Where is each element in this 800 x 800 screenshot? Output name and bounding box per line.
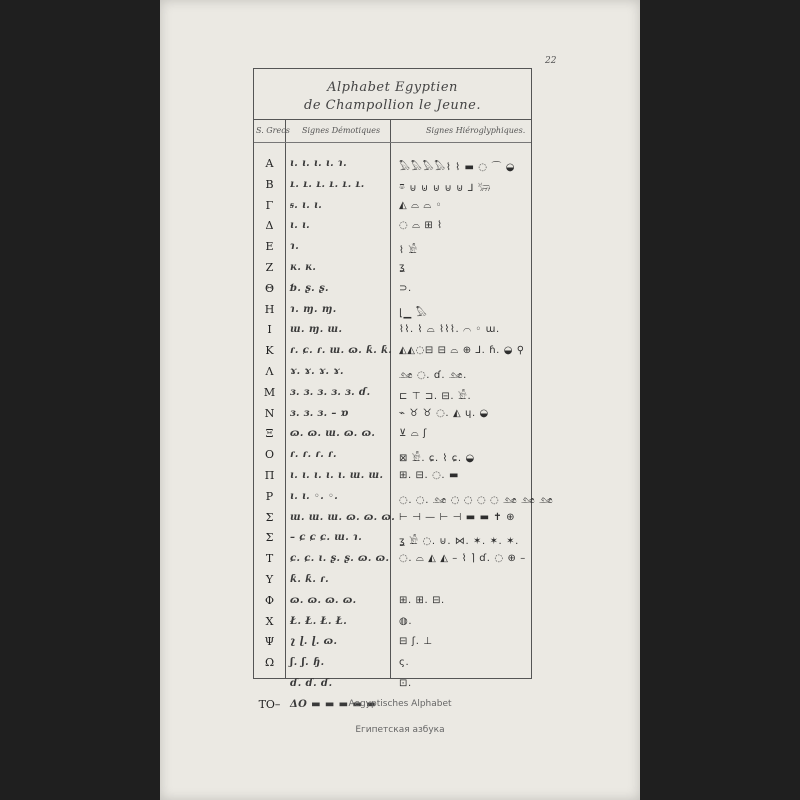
demotic-signs: ʃ. ʃ. ɧ. <box>290 657 325 669</box>
hieroglyphic-signs: ⌁ ♉ ♉ ◌. ◭ ɥ. ◒ <box>399 407 489 419</box>
hieroglyphic-signs: ⊞. ⊞. ⊟. <box>399 594 445 606</box>
greek-letter: Ν <box>264 406 275 420</box>
caption-german: Aegyptisches Alphabet <box>348 699 452 709</box>
header-demotic: Signes Démotiques <box>302 126 381 135</box>
table-title-box <box>254 69 531 120</box>
demotic-signs: ɾ. ɕ. ɾ. ɯ. ɷ. ƙ. ƙ. <box>290 345 393 357</box>
demotic-signs: ɜ. ɜ. ɜ. – ɒ <box>290 407 349 419</box>
greek-letter: Ε <box>265 240 274 254</box>
header-hieroglyphic: Signes Hiéroglyphiques. <box>426 126 526 135</box>
header-greek: S. Grecs <box>256 126 290 135</box>
demotic-signs: ɕ. ɕ. ɩ. ʂ. ʂ. ɷ. ɷ. <box>290 553 390 565</box>
hieroglyphic-signs: ◌. ◌. 𓃭 ◌ ◌ ◌ ◌ 𓃭 𓃭 𓃭 <box>399 494 554 506</box>
greek-letter: Χ <box>265 614 274 628</box>
greek-letter: Β <box>265 177 274 191</box>
page-number: 22 <box>545 56 557 66</box>
hieroglyphic-signs: ʓ 𓀀 ◌. ⊍. ⋈. ✶. ✶. ✶. <box>399 536 519 548</box>
demotic-signs: ɩ. ɩ. ◦. ◦. <box>290 490 339 502</box>
hieroglyphic-signs: ◍. <box>399 615 413 627</box>
greek-letter: Ζ <box>265 261 274 274</box>
greek-letter: Μ <box>263 385 276 399</box>
table-title-line-1: Alphabet Egyptien <box>327 80 458 95</box>
greek-letter: Ο <box>264 448 275 462</box>
hieroglyphic-signs: ⊏ ⊤ ⊐. ⊟. 𓀀. <box>399 390 472 402</box>
hieroglyphic-signs: ⊃. <box>399 282 412 294</box>
demotic-signs: ɗ. ɗ. ɗ. <box>290 678 333 689</box>
demotic-signs: ɷ. ɷ. ɷ. ɷ. <box>290 594 357 606</box>
greek-letter: Σ <box>265 510 274 524</box>
hieroglyphic-signs: 𓅃𓅃𓅃𓅃⌇ ⌇ ▬ ◌ ⌒ ◒ <box>399 162 516 173</box>
demotic-signs: ɩ. ɩ. ɩ. ɩ. ɿ. <box>290 158 347 169</box>
demotic-signs: ɿ. ɱ. ɱ. <box>290 303 337 315</box>
greek-letter: Δ <box>265 219 274 233</box>
greek-letter: Τ <box>265 552 274 566</box>
demotic-signs: ɩ. ɩ. ɩ. ɩ. ɩ. ɯ. ɯ. <box>290 470 384 481</box>
greek-letter: Λ <box>265 365 274 378</box>
greek-letter: ΤΟ– <box>258 697 281 711</box>
caption-russian: Египетская азбука <box>355 725 445 735</box>
demotic-signs: ɯ. ɱ. ɯ. <box>290 324 343 336</box>
greek-letter: Α <box>265 157 274 170</box>
demotic-signs: ւ. ւ. ւ. ւ. ւ. ւ. <box>290 178 365 190</box>
hieroglyphic-signs: ⌊▁ 𓅃 <box>399 307 428 319</box>
hieroglyphic-signs: ⊡. <box>399 678 412 689</box>
demotic-signs: ƙ. ƙ. ɾ. <box>290 574 329 585</box>
greek-letter: Ψ <box>264 635 275 649</box>
demotic-signs: ĸ. ĸ. <box>290 262 317 273</box>
greek-letter: Υ <box>265 573 274 586</box>
hieroglyphic-signs: ⊻ ⌓ ʃ <box>399 428 427 440</box>
greek-letter: Θ <box>264 281 275 295</box>
demotic-signs: ᵴ. ɩ. ɩ. <box>290 199 323 211</box>
hieroglyphic-signs: ⌇ 𓀀 <box>399 245 418 257</box>
hieroglyphic-signs: ʓ <box>399 262 406 273</box>
greek-letter: Η <box>264 302 275 316</box>
demotic-signs: ƅ. ʂ. ʂ. <box>290 282 329 294</box>
demotic-signs: ɾ. ɾ. ɾ. ɾ. <box>290 449 337 461</box>
greek-letter: Ι <box>267 323 272 337</box>
greek-letter: Σ <box>265 531 274 545</box>
hieroglyphic-signs: ◌ ⌓ ⊞ ⌇ <box>399 220 443 232</box>
hieroglyphic-signs: ◭ ⌓ ⌓ ◦ <box>399 199 443 211</box>
column-divider-2 <box>390 119 391 678</box>
hieroglyphic-signs: ⌇⌇. ⌇ ⌓ ⌇⌇⌇. ⌒ ◦ ɯ. <box>399 324 500 336</box>
hieroglyphic-signs: ◭◭◌⊟ ⊟ ⌓ ⊕ ⅃. ɦ. ◒ ⚲ <box>399 345 525 357</box>
hieroglyphic-signs: ⊠ 𓀀. ɕ. ⌇ ɕ. ◒ <box>399 453 475 465</box>
hieroglyphic-signs: ⊞. ⊟. ◌. ▬ <box>399 470 460 481</box>
greek-letter: Ω <box>264 656 275 670</box>
demotic-signs: ɜ. ɜ. ɜ. ɜ. ɜ. ɗ. <box>290 386 371 398</box>
greek-letter: Γ <box>265 198 274 212</box>
demotic-signs: ΔΟ ▬ ▬ ▬ ▬ ▬ <box>290 698 376 710</box>
demotic-signs: Ł. Ł. Ł. Ł. <box>290 615 348 627</box>
demotic-signs: – ɕ ɕ ɕ. ɯ. ɿ. <box>290 532 363 544</box>
greek-letter: Π <box>264 469 275 482</box>
table-title-line-2: de Champollion le Jeune. <box>304 98 481 113</box>
column-divider-1 <box>285 119 286 678</box>
hieroglyphic-signs: 𓃭 ◌. ɗ. 𓃭. <box>399 370 467 381</box>
hieroglyphic-signs: ◌. ⌓ ◭ ◭ – ⌇ ⌉ ɗ. ◌ ⊕ – <box>399 553 526 565</box>
demotic-signs: ɷ. ɷ. ɯ. ɷ. ɷ. <box>290 428 376 440</box>
greek-letter: Κ <box>265 344 274 358</box>
demotic-signs: ɤ. ɤ. ɤ. ɤ. <box>290 366 344 377</box>
greek-letter: Ρ <box>265 489 274 503</box>
demotic-signs: ɩ. ɩ. <box>290 220 311 232</box>
greek-letter: Φ <box>264 593 275 607</box>
greek-letter: Ξ <box>265 427 274 441</box>
demotic-signs: ɿ. <box>290 241 300 253</box>
demotic-signs: ʅ ɭ. ɭ. ɷ. <box>290 636 338 648</box>
demotic-signs: ɯ. ɯ. ɯ. ɷ. ɷ. ɷ. <box>290 511 396 523</box>
header-rule <box>254 142 531 143</box>
hieroglyphic-signs: ⊟ ʃ. ⊥ <box>399 636 433 648</box>
hieroglyphic-signs: ⊢ ⊣ — ⊢ ⊣ ▬ ▬ ✝ ⊕ <box>399 511 516 523</box>
hieroglyphic-signs: ς. <box>399 657 410 669</box>
hieroglyphic-signs: 𓎼 ⊍ ⊍ ⊍ ⊍ ⊍ ⅃ 𓃒 <box>399 182 492 194</box>
